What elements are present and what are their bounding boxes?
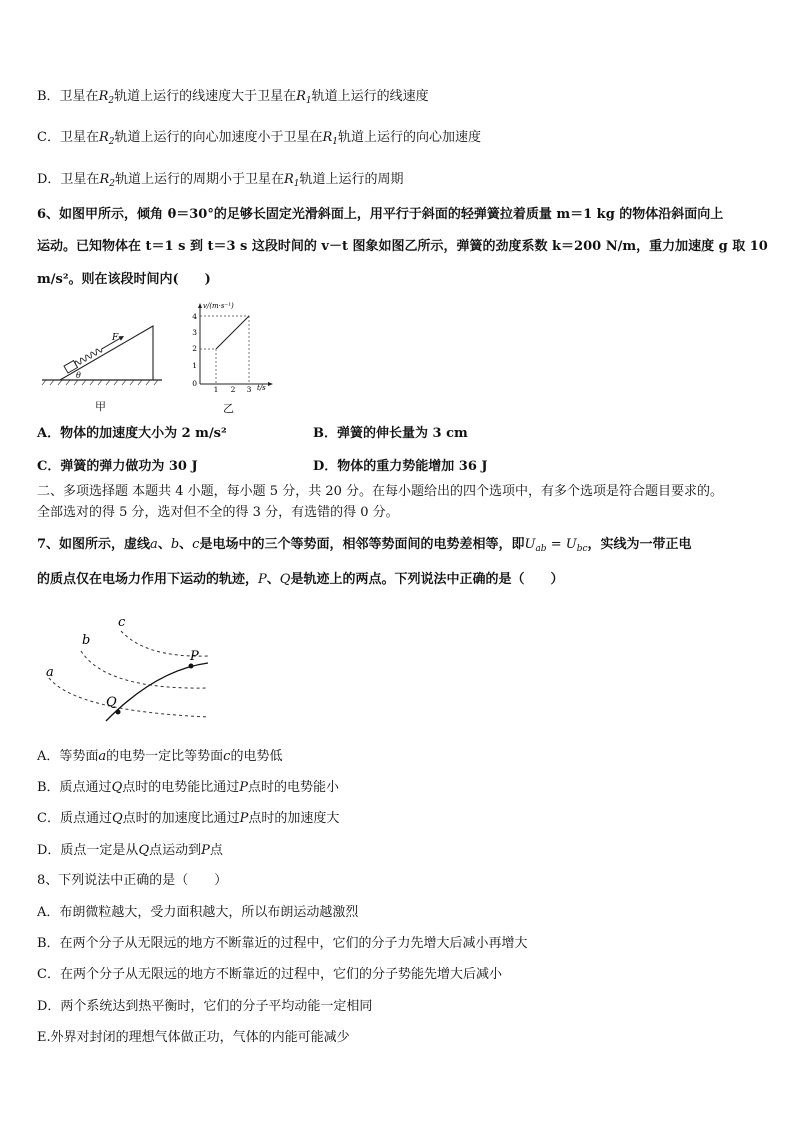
- q5-option-b: [37, 88, 429, 110]
- equipotential-line-b: [81, 651, 208, 688]
- q7-option-a: [37, 748, 282, 766]
- figure-caption-jia: 甲: [95, 400, 106, 413]
- q7-stem-text: 是轨迹上的两点。下列说法中正确的是（ ）: [290, 572, 564, 587]
- symbol-p: P: [239, 811, 249, 826]
- symbol-c: c: [192, 537, 200, 552]
- separator: 、: [266, 572, 280, 587]
- label-q: Q: [106, 695, 117, 710]
- x-tick-label: 2: [230, 385, 236, 392]
- q5-c-text-3: 轨道上运行的向心加速度: [338, 130, 482, 145]
- separator: 、: [179, 537, 193, 552]
- symbol-r: R: [98, 89, 109, 104]
- q7-option-c: [37, 810, 339, 828]
- label-p: P: [190, 649, 199, 664]
- equals-sign: =: [546, 537, 566, 552]
- subscript: 1: [332, 137, 339, 147]
- symbol-p: P: [239, 780, 248, 795]
- q7-stem-text: 的质点仅在电场力作用下运动的轨迹，: [37, 572, 259, 587]
- option-text: 点时的加速度大: [248, 811, 340, 826]
- y-tick-label: 2: [192, 344, 197, 353]
- q6-option-d: D．物体的重力势能增加 36 J: [313, 459, 488, 474]
- q6-option-b: B．弹簧的伸长量为 3 cm: [313, 426, 468, 441]
- q7-stem-line-2: [37, 571, 563, 589]
- vt-graph: [186, 300, 276, 392]
- equipotential-figure: [36, 608, 216, 728]
- subscript-ab: ab: [535, 544, 547, 554]
- label-a: a: [46, 665, 54, 680]
- q5-b-text-2: 轨道上运行的线速度大于卫星在: [114, 89, 297, 104]
- y-tick-label: 4: [192, 312, 197, 321]
- y-tick-label: 1: [192, 361, 197, 370]
- subscript: 1: [293, 179, 300, 189]
- symbol-r: R: [296, 89, 306, 104]
- t-axis-label: t/s: [257, 384, 266, 392]
- section-2-instructions: 全部选对的得 5 分，选对但不全的得 3 分，有选错的得 0 分。: [37, 505, 399, 520]
- q8-option-e: E.外界对封闭的理想气体做正功，气体的内能可能减少: [37, 1030, 350, 1045]
- symbol-q: Q: [111, 811, 123, 826]
- symbol-u: U: [524, 537, 536, 552]
- option-text: 点时的加速度比通过: [122, 811, 240, 826]
- option-text: 点时的电势能比通过: [122, 780, 240, 795]
- label-b: b: [82, 633, 91, 648]
- separator: 、: [157, 537, 171, 552]
- symbol-a: a: [150, 537, 158, 552]
- q6-stem-line-1: 6、如图甲所示，倾角 θ＝30°的足够长固定光滑斜面上，用平行于斜面的轻弹簧拉着质量 m＝1 kg 的物体沿斜面向上: [37, 207, 724, 222]
- q7-option-d: [37, 842, 223, 860]
- v-axis-label: v/(m·s⁻¹): [203, 302, 234, 310]
- option-text: A．等势面: [37, 749, 99, 764]
- symbol-r: R: [322, 130, 333, 145]
- y-tick-label: 0: [192, 379, 197, 388]
- symbol-r: R: [99, 172, 110, 187]
- y-tick-label: 3: [192, 328, 197, 337]
- q5-c-text-2: 轨道上运行的向心加速度小于卫星在: [114, 130, 323, 145]
- q5-d-text-2: 轨道上运行的周期小于卫星在: [114, 172, 284, 187]
- option-text: D．质点一定是从: [37, 843, 139, 858]
- subscript: 1: [305, 96, 312, 106]
- symbol-q: Q: [111, 780, 123, 795]
- equipotential-line-a: [49, 678, 208, 717]
- symbol-q: Q: [138, 843, 150, 858]
- symbol-r: R: [283, 172, 294, 187]
- symbol-p: P: [258, 572, 267, 587]
- q6-stem-line-3: m/s²。则在该段时间内( ): [37, 272, 211, 287]
- option-text: B．质点通过: [37, 780, 112, 795]
- q7-stem-text: 是电场中的三个等势面，相邻等势面间的电势差相等，即: [199, 537, 525, 552]
- q5-b-text-1: B．卫星在: [37, 89, 99, 104]
- q8-option-c: C．在两个分子从无限远的地方不断靠近的过程中，它们的分子势能先增大后减小: [37, 967, 502, 982]
- incline-figure: [40, 318, 165, 388]
- subscript: 2: [108, 96, 115, 106]
- x-tick-label: 1: [213, 385, 219, 392]
- option-text: 的电势一定比等势面: [106, 749, 224, 764]
- section-2-heading: 二、多项选择题 本题共 4 小题，每小题 5 分，共 20 分。在每小题给出的四个选项中，有多个选项是符合题目要求的。: [37, 484, 724, 499]
- point-q-dot: [116, 710, 121, 715]
- q8-option-d: D．两个系统达到热平衡时，它们的分子平均动能一定相同: [37, 999, 373, 1014]
- q5-b-text-3: 轨道上运行的线速度: [311, 89, 429, 104]
- label-c: c: [118, 615, 126, 630]
- subscript: 2: [109, 179, 115, 189]
- figure-caption-yi: 乙: [223, 402, 234, 415]
- q8-option-b: B．在两个分子从无限远的地方不断靠近的过程中，它们的分子力先增大后减小再增大: [37, 936, 528, 951]
- q7-stem-text: ，实线为一带正电: [587, 537, 692, 552]
- symbol-a: a: [98, 749, 107, 764]
- q6-stem-line-2: 运动。已知物体在 t＝1 s 到 t＝3 s 这段时间的 v－t 图象如图乙所示，弹簧的劲度系数 k＝200 N/m，重力加速度 g 取 10: [37, 239, 768, 254]
- force-label: F: [112, 333, 119, 343]
- q6-option-c: C．弹簧的弹力做功为 30 J: [37, 459, 198, 474]
- q7-stem-text: 7、如图所示，虚线: [37, 537, 151, 552]
- q8-option-a: A．布朗微粒越大，受力面积越大，所以布朗运动越激烈: [37, 905, 359, 920]
- subscript: 2: [108, 137, 115, 147]
- q6-option-a: A．物体的加速度大小为 2 m/s²: [37, 426, 227, 441]
- symbol-q: Q: [279, 572, 291, 587]
- q5-option-c: [37, 129, 481, 151]
- option-text: 点运动到: [149, 843, 202, 858]
- subscript-bc: bc: [576, 544, 588, 554]
- trajectory-line: [106, 663, 208, 721]
- option-text: 点: [209, 843, 223, 858]
- option-text: C．质点通过: [37, 811, 112, 826]
- q5-d-text-3: 轨道上运行的周期: [299, 172, 404, 187]
- x-tick-label: 3: [246, 385, 252, 392]
- angle-label: θ: [76, 371, 81, 380]
- symbol-p: P: [201, 843, 210, 858]
- q8-stem: 8、下列说法中正确的是（ ）: [37, 873, 228, 888]
- q5-c-text-1: C．卫星在: [37, 130, 99, 145]
- option-text: 点时的电势能小: [248, 780, 340, 795]
- q7-stem-line-1: [37, 536, 692, 558]
- point-p-dot: [189, 664, 194, 669]
- symbol-r: R: [98, 130, 109, 145]
- option-text: 的电势低: [230, 749, 283, 764]
- q7-option-b: [37, 779, 339, 797]
- q5-option-d: [37, 171, 404, 193]
- q5-d-text-1: D．卫星在: [37, 172, 100, 187]
- symbol-u: U: [565, 537, 577, 552]
- symbol-c: c: [223, 749, 231, 764]
- symbol-b: b: [170, 537, 180, 552]
